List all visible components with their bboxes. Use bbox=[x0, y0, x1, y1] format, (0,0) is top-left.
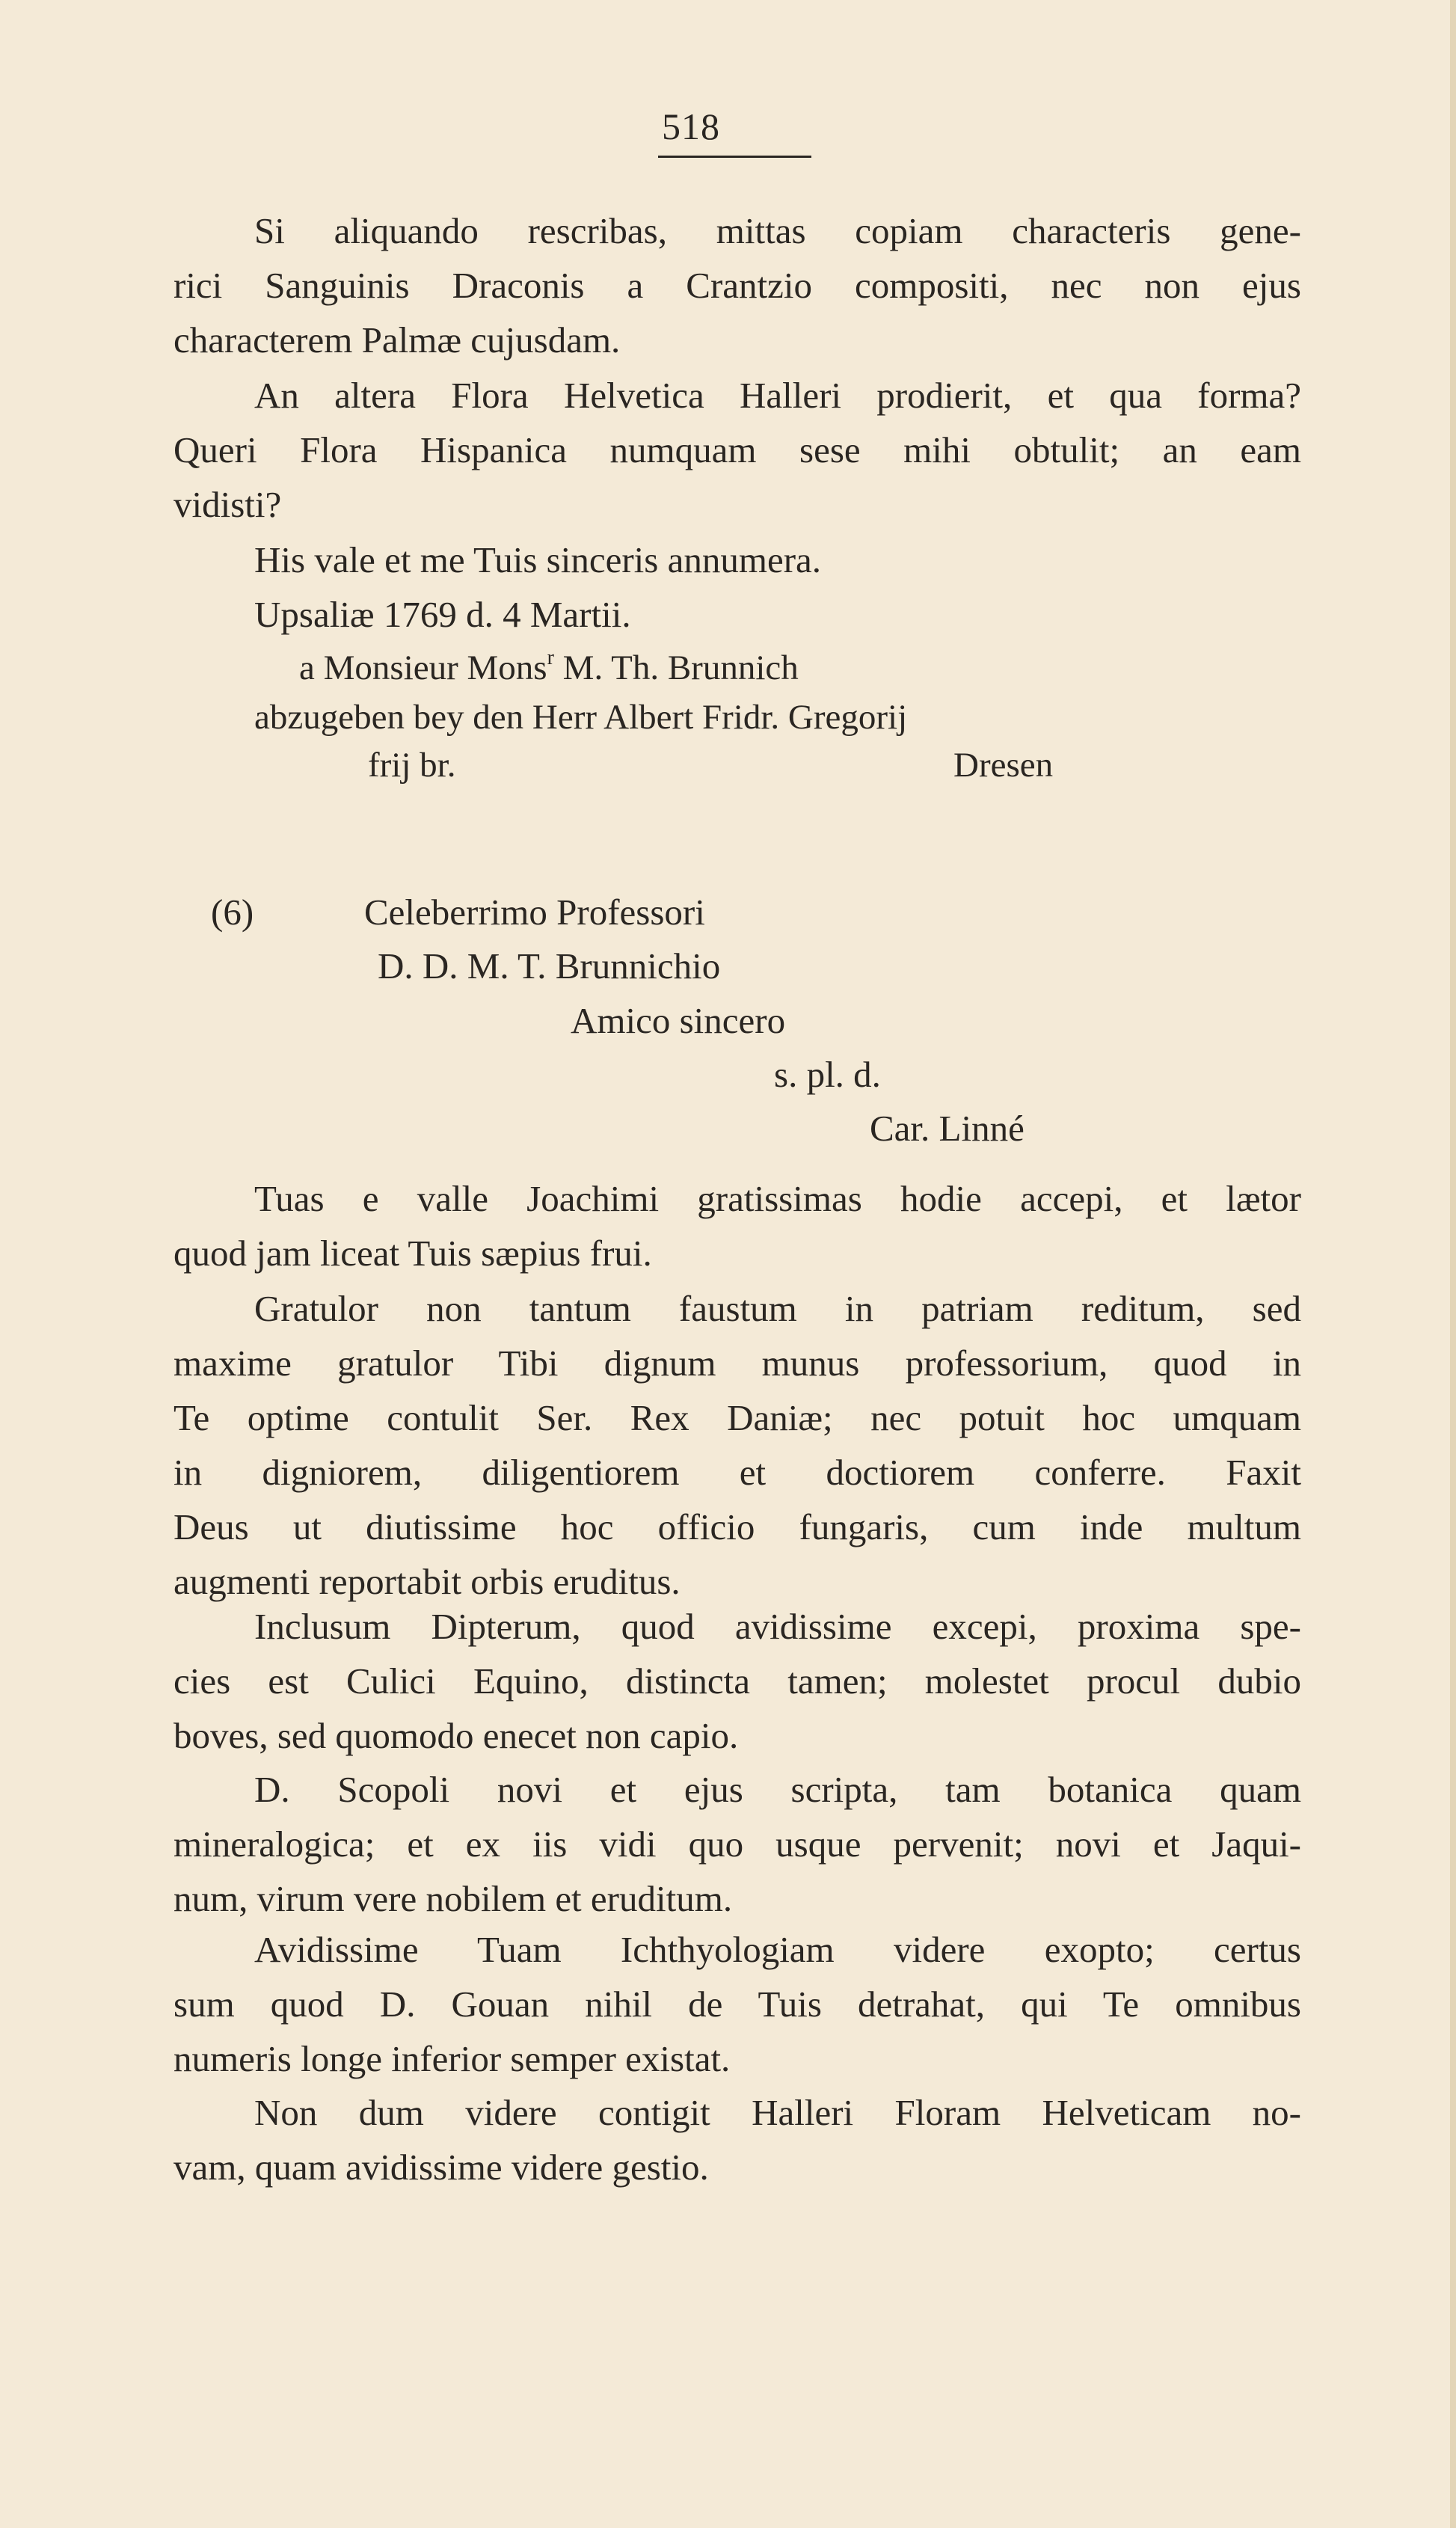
address-line-1-sup: r bbox=[547, 646, 554, 669]
page-edge bbox=[1450, 0, 1456, 2528]
text-line: Si aliquando rescribas, mittas copiam characteris gene- bbox=[254, 210, 1301, 251]
text-line: Tuas e valle Joachimi gratissimas hodie accepi, et lætor bbox=[254, 1178, 1301, 1219]
text-line: in digniorem, diligentiorem et doctiorem conferre. Faxit bbox=[173, 1452, 1301, 1493]
letter-a-paragraph-1 bbox=[173, 203, 1301, 367]
text-line: Inclusum Dipterum, quod avidissime excepi, proxima spe- bbox=[254, 1606, 1301, 1647]
text-line: Gratulor non tantum faustum in patriam reditum, sed bbox=[254, 1288, 1301, 1329]
text-line: An altera Flora Helvetica Halleri prodierit, et qua forma? bbox=[254, 375, 1301, 416]
text-line: rici Sanguinis Draconis a Crantzio compositi, nec non ejus bbox=[173, 265, 1301, 306]
text-line: Avidissime Tuam Ichthyologiam videre exopto; certus bbox=[254, 1929, 1301, 1970]
text-line: Te optime contulit Ser. Rex Daniæ; nec potuit hoc umquam bbox=[173, 1397, 1301, 1438]
salutation-line-2: D. D. M. T. Brunnichio bbox=[378, 945, 721, 987]
letter-b-paragraph-6 bbox=[173, 2085, 1301, 2194]
page-number: 518 bbox=[662, 105, 720, 147]
salutation-line-4: s. pl. d. bbox=[774, 1054, 881, 1095]
text-line: maxime gratulor Tibi dignum munus professorium, quod in bbox=[173, 1343, 1301, 1384]
text-line: characterem Palmæ cujusdam. bbox=[173, 319, 621, 361]
letter-b-paragraph-5 bbox=[173, 1922, 1301, 2086]
closing-line: His vale et me Tuis sinceris annumera. bbox=[254, 539, 822, 580]
page-number-rule bbox=[658, 156, 811, 158]
text-line: Queri Flora Hispanica numquam sese mihi obtulit; an eam bbox=[173, 429, 1301, 470]
text-line: Non dum videre contigit Halleri Floram Helveticam no- bbox=[254, 2092, 1301, 2133]
address-line-3-left: frij br. bbox=[368, 746, 456, 785]
letter-b-paragraph-3 bbox=[173, 1599, 1301, 1763]
text-line: cies est Culici Equino, distincta tamen; molestet procul dubio bbox=[173, 1660, 1301, 1702]
salutation-line-1: Celeberrimo Professori bbox=[364, 892, 705, 933]
letter-a-paragraph-2 bbox=[173, 368, 1301, 532]
letter-b-paragraph-4 bbox=[173, 1762, 1301, 1926]
text-line: num, virum vere nobilem et eruditum. bbox=[173, 1878, 733, 1919]
text-line: D. Scopoli novi et ejus scripta, tam botanica quam bbox=[254, 1769, 1301, 1810]
signature: Car. Linné bbox=[870, 1108, 1025, 1149]
salutation-line-3: Amico sincero bbox=[571, 1000, 786, 1041]
letter-b-paragraph-2 bbox=[173, 1281, 1301, 1609]
text-line: mineralogica; et ex iis vidi quo usque pervenit; novi et Jaqui- bbox=[173, 1823, 1301, 1865]
text-line: sum quod D. Gouan nihil de Tuis detrahat, qui Te omnibus bbox=[173, 1984, 1301, 2025]
text-line: quod jam liceat Tuis sæpius frui. bbox=[173, 1233, 652, 1274]
address-line-3-right: Dresen bbox=[953, 746, 1054, 785]
text-line: vidisti? bbox=[173, 484, 282, 525]
text-line: vam, quam avidissime videre gestio. bbox=[173, 2147, 709, 2188]
letter-b-paragraph-1 bbox=[173, 1171, 1301, 1280]
address-line-1-post: M. Th. Brunnich bbox=[553, 648, 799, 687]
address-line-2: abzugeben bey den Herr Albert Fridr. Gregorij bbox=[254, 698, 908, 737]
text-line: Deus ut diutissime hoc officio fungaris, cum inde multum bbox=[173, 1506, 1301, 1547]
address-line-1 bbox=[299, 643, 799, 693]
address-line-1-pre: a Monsieur Mons bbox=[299, 648, 547, 687]
text-line: boves, sed quomodo enecet non capio. bbox=[173, 1715, 739, 1756]
dateline: Upsaliæ 1769 d. 4 Martii. bbox=[254, 594, 631, 635]
letter-number: (6) bbox=[211, 892, 254, 933]
text-line: numeris longe inferior semper existat. bbox=[173, 2038, 731, 2079]
text-line: augmenti reportabit orbis eruditus. bbox=[173, 1561, 681, 1602]
